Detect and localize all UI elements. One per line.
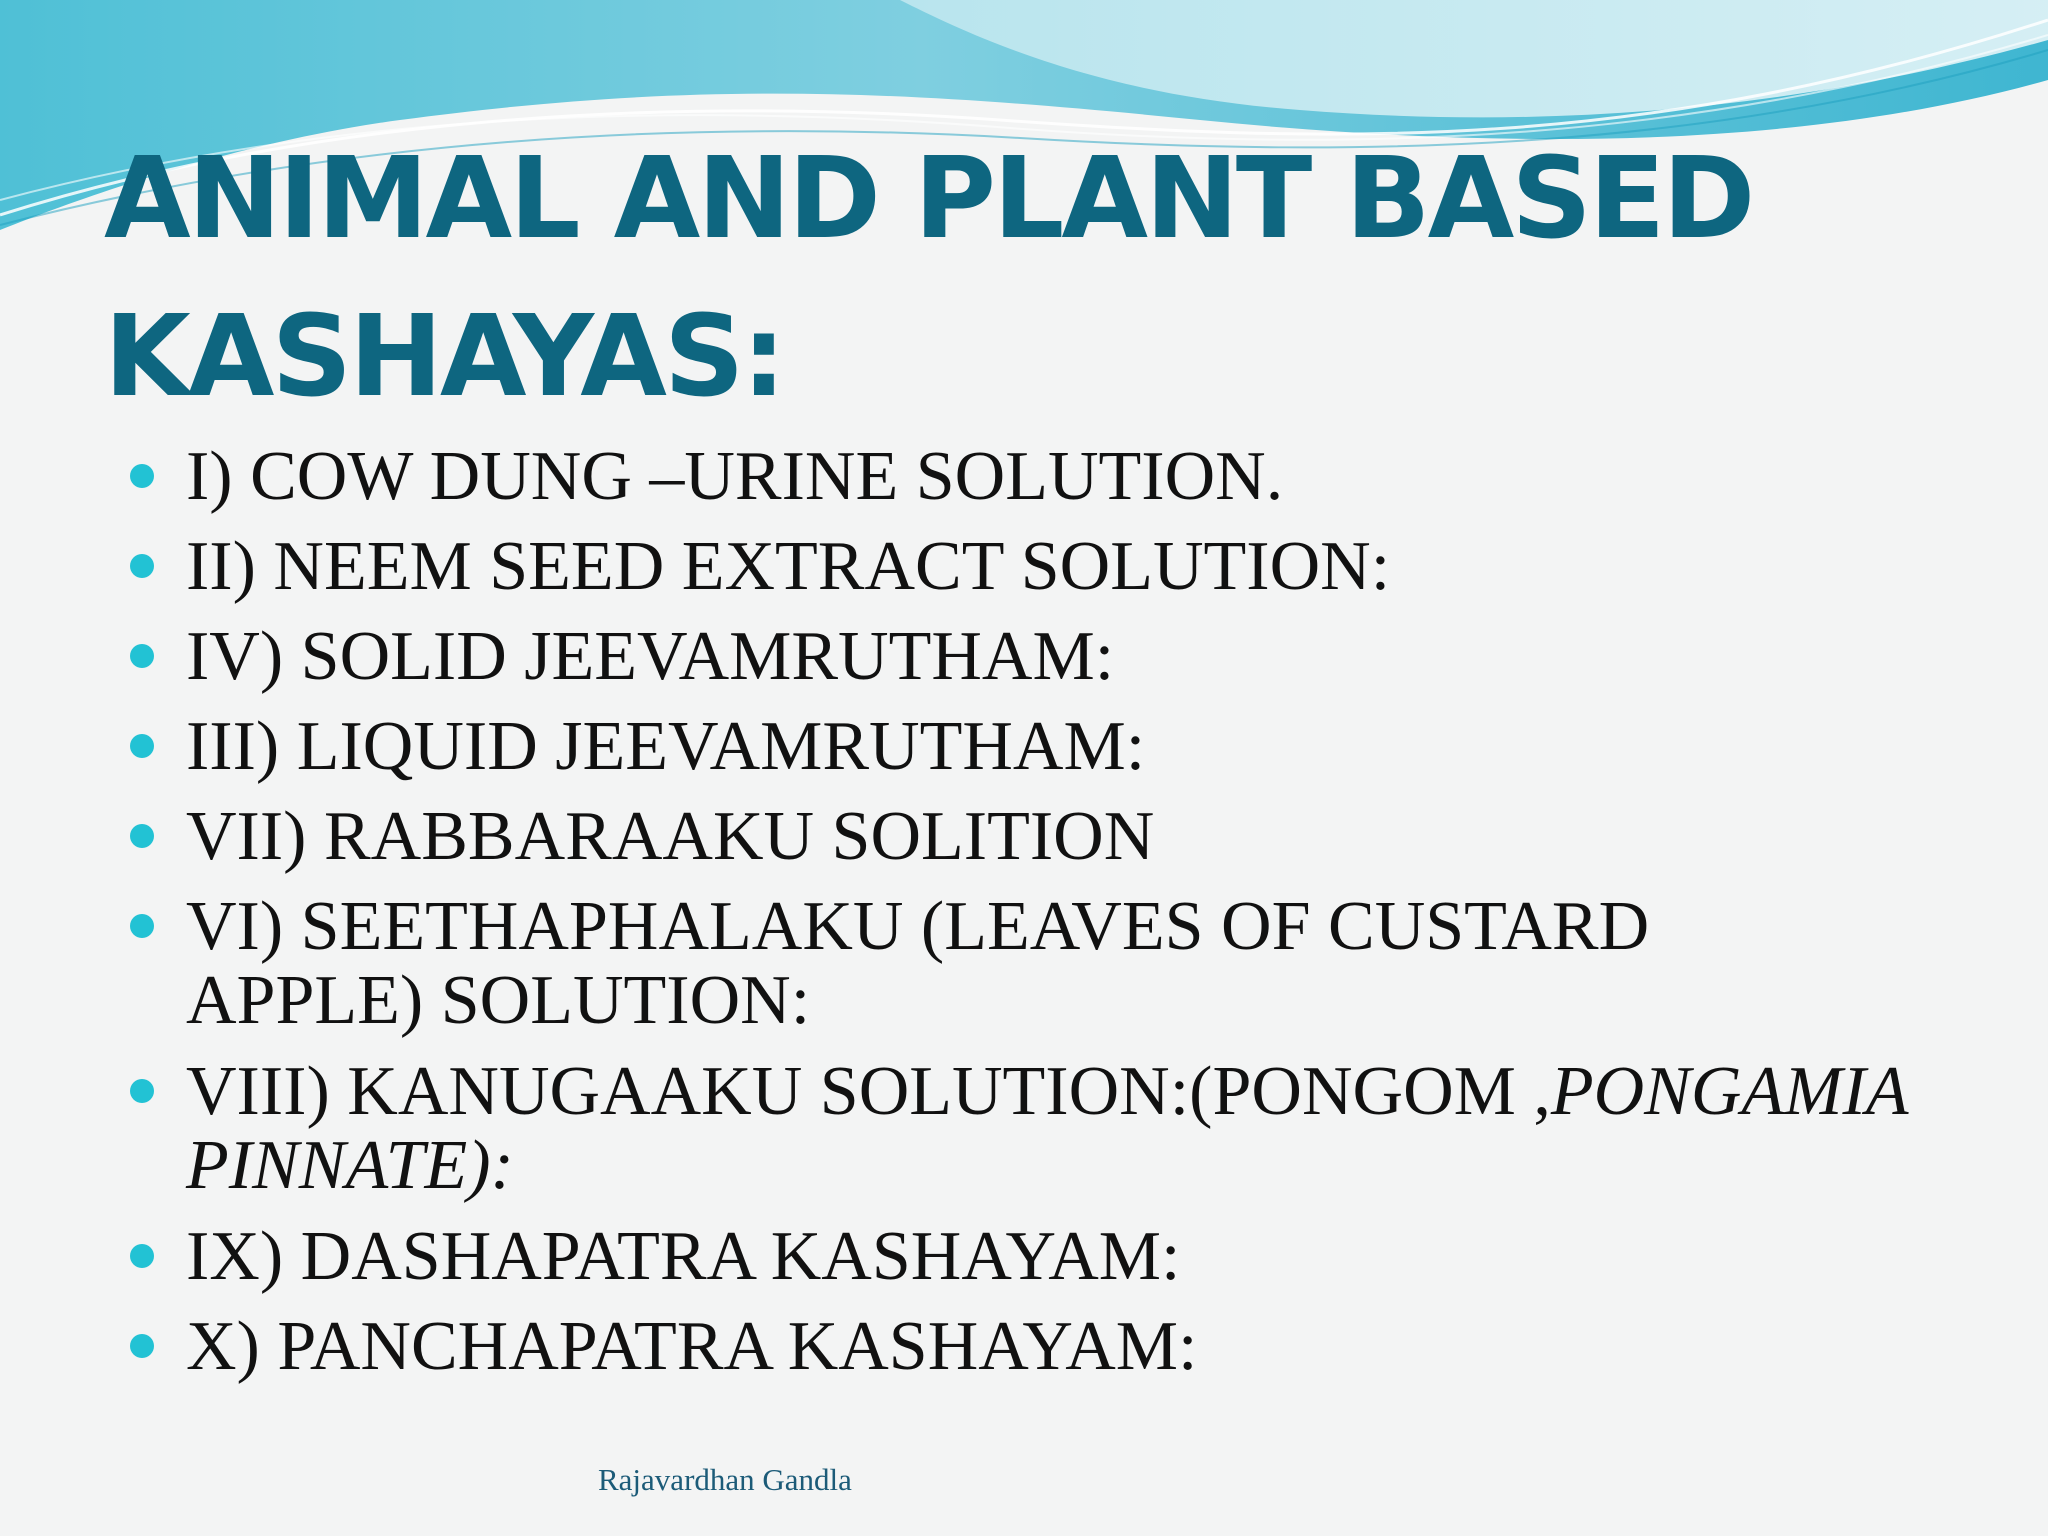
bullet-dot-icon bbox=[130, 644, 154, 668]
bullet-text: IX) DASHAPATRA KASHAYAM: bbox=[186, 1218, 1181, 1295]
title-line-2: KASHAYAS: bbox=[104, 292, 784, 422]
bullet-text: VII) RABBARAAKU SOLITION bbox=[186, 798, 1155, 875]
bullet-text: X) PANCHAPATRA KASHAYAM: bbox=[186, 1308, 1198, 1385]
list-item bbox=[186, 440, 1986, 514]
bullet-text: VIII) KANUGAAKU SOLUTION:(PONGOM , bbox=[186, 1053, 1551, 1130]
bullet-dot-icon bbox=[130, 734, 154, 758]
bullet-text: II) NEEM SEED EXTRACT SOLUTION: bbox=[186, 528, 1391, 605]
bullet-text: VI) SEETHAPHALAKU (LEAVES OF CUSTARD APPLE) SOLUTION: bbox=[186, 888, 1650, 1039]
bullet-dot-icon bbox=[130, 554, 154, 578]
list-item bbox=[186, 620, 1986, 694]
bullet-dot-icon bbox=[130, 914, 154, 938]
list-item bbox=[186, 1220, 1986, 1294]
bullet-dot-icon bbox=[130, 1079, 154, 1103]
bullet-dot-icon bbox=[130, 1244, 154, 1268]
bullet-text: IV) SOLID JEEVAMRUTHAM: bbox=[186, 618, 1115, 695]
slide-title bbox=[104, 120, 1964, 436]
list-item bbox=[186, 1055, 1956, 1203]
bullet-dot-icon bbox=[130, 824, 154, 848]
list-item bbox=[186, 1310, 1986, 1384]
bullet-text: III) LIQUID JEEVAMRUTHAM: bbox=[186, 708, 1146, 785]
footer-author: Rajavardhan Gandla bbox=[598, 1462, 852, 1497]
list-item bbox=[186, 530, 1986, 604]
bullet-dot-icon bbox=[130, 464, 154, 488]
bullet-text-italic: PONGAMIA PINNATE): bbox=[186, 1053, 1908, 1204]
list-item bbox=[186, 890, 1886, 1038]
list-item bbox=[186, 710, 1986, 784]
bullet-text: I) COW DUNG –URINE SOLUTION. bbox=[186, 438, 1284, 515]
title-line-1: ANIMAL AND PLANT BASED bbox=[104, 134, 1753, 264]
list-item bbox=[186, 800, 1986, 874]
bullet-dot-icon bbox=[130, 1334, 154, 1358]
